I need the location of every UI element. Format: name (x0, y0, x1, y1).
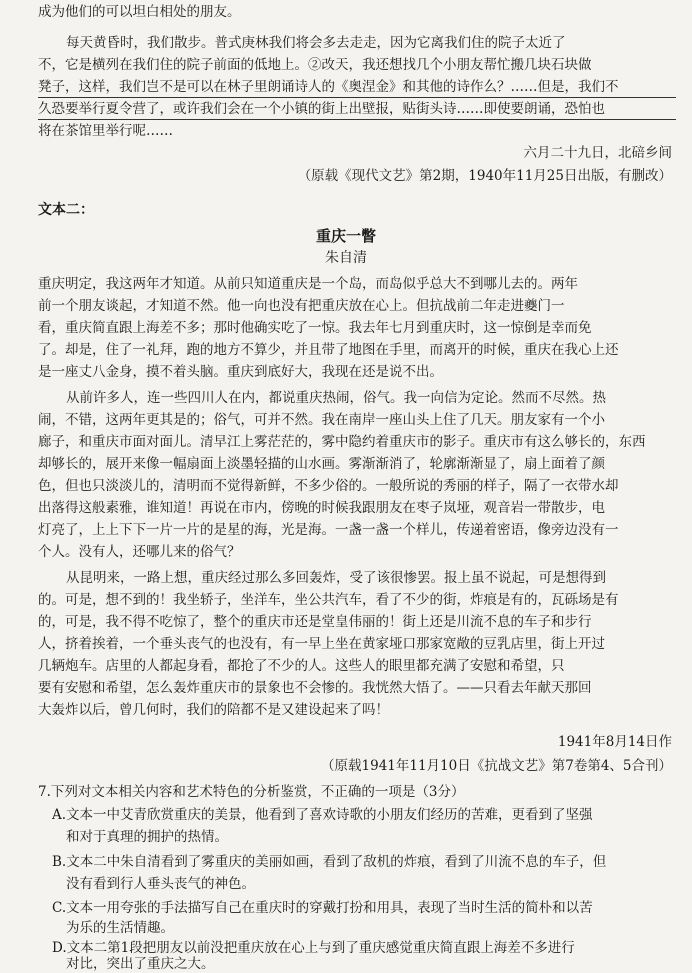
text1-line: 不，它是横列在我们住的院子前面的低地上。②改天，我还想找几个小朋友帮忙搬几块石块做 (38, 57, 592, 73)
q7-option-d-cont: 对比，突出了重庆之大。 (66, 956, 215, 972)
text2-line: 灯亮了，上上下下一片一片的是星的海，光是海。一盏一盏一个样儿，传递着密语，像旁边没有一 (38, 522, 619, 538)
question-7-stem: 7.下列对文本相关内容和艺术特色的分析鉴赏，不正确的一项是（3分） (38, 784, 465, 800)
text2-line: 要有安慰和希望，怎么轰炸重庆市的景象也不会惨的。我恍然大悟了。——只看去年献天那回 (38, 680, 592, 696)
q7-option-c-cont: 为乐的生活情趣。 (66, 920, 174, 936)
q7-option-b-cont: 没有看到行人垂头丧气的神色。 (66, 876, 255, 892)
text1-line: 将在茶馆里举行呢…… (38, 123, 173, 139)
text2-line: 个人。没有人，还哪儿来的俗气？ (38, 544, 241, 560)
article-author: 朱自清 (325, 250, 367, 266)
text1-underlined-line: 久恐要举行夏令营了，或许我们会在一个小镇的街上出壁报，贴街头诗……即使要朗诵，恐怕也 (38, 99, 676, 120)
text2-line: 大轰炸以后，曾几何时，我们的陪都不是又建设起来了吗！ (38, 702, 389, 718)
text2-date: 1941年8月14日作 (557, 734, 672, 750)
text1-line: 成为他们的可以坦白相处的朋友。 (38, 4, 241, 20)
text2-line: 几辆炮车。店里的人都起身看，都抢了不少的人。这些人的眼里都充满了安慰和希望，只 (38, 658, 565, 674)
text2-line: 廊子，和重庆市面对面儿。清早江上雾茫茫的，雾中隐约着重庆市的影子。重庆市有这么够长的，东西 (38, 434, 646, 450)
text2-line: 从昆明来，一路上想，重庆经过那么多回轰炸，受了该很惨罢。报上虽不说起，可是想得到 (66, 570, 606, 586)
q7-option-d: D.文本二第1段把朋友以前没把重庆放在心上与到了重庆感觉重庆简直跟上海差不多进行 (52, 940, 575, 956)
text2-line: 却够长的，展开来像一幅扇面上淡墨轻描的山水画。雾渐渐消了，轮廓渐渐显了，扇上面着了颜 (38, 456, 605, 472)
text2-line: 看，重庆简直跟上海差不多；那时他确实吃了一惊。我去年七月到重庆时，这一惊倒是幸而免 (38, 320, 592, 336)
text2-line: 人，挤着挨着，一个垂头丧气的也没有，有一早上坐在黄家垭口那家宽敞的豆乳店里，街上开过 (38, 636, 605, 652)
text2-line: 的。可是，想不到的！我坐轿子，坐洋车，坐公共汽车，看了不少的街，炸痕是有的，瓦砾场是有 (38, 592, 619, 608)
text2-line: 出落得这般素雅，谁知道！再说在市内，傍晚的时候我跟朋友在枣子岚垭，观音岩一带散步，电 (38, 500, 605, 516)
text2-line: 从前许多人，连一些四川人在内，都说重庆热闹，俗气。我一向信为定论。然而不尽然。热 (66, 390, 606, 406)
q7-option-a-cont: 和对于真理的拥护的热情。 (66, 829, 228, 845)
text2-line: 色，但也只淡淡儿的，清明而不觉得新鲜，不多少俗的。一般所说的秀丽的样子，隔了一衣带水却 (38, 478, 619, 494)
text1-underlined-line: 凳子，这样，我们岂不是可以在林子里朗诵诗人的《奥涅金》和其他的诗作么？……但是，我们不 (38, 77, 676, 98)
text2-line: 了。却是，住了一礼拜，跑的地方不算少，并且带了地图在手里，而离开的时候，重庆在我心上还 (38, 342, 619, 358)
text2-source: （原载1941年11月10日《抗战文艺》第7卷第4、5合刊） (321, 758, 672, 774)
q7-option-a: A.文本一中艾青欣赏重庆的美景，他看到了喜欢诗歌的小朋友们经历的苦难，更看到了坚强 (52, 807, 593, 823)
text1-date: 六月二十九日，北碚乡间 (523, 145, 672, 161)
article-title: 重庆一瞥 (315, 227, 376, 245)
q7-option-c: C.文本一用夸张的手法描写自己在重庆时的穿戴打扮和用具，表现了当时生活的简朴和以苦 (52, 900, 593, 916)
text2-line: 是一座丈八金身，摸不着头脑。重庆到底好大，我现在还是说不出。 (38, 364, 443, 380)
text2-heading: 文本二： (38, 202, 94, 218)
q7-option-b: B.文本二中朱自清看到了雾重庆的美丽如画，看到了敌机的炸痕，看到了川流不息的车子，但 (52, 854, 607, 870)
text2-line: 闹，不错，这两年更其是的；俗气，可并不然。我在南岸一座山头上住了几天。朋友家有一个小 (38, 412, 605, 428)
text2-line: 的，可是，我不得不吃惊了，整个的重庆市还是堂皇伟丽的！街上还是川流不息的车子和步行 (38, 614, 592, 630)
text2-line: 重庆明定，我这两年才知道。从前只知道重庆是一个岛，而岛似乎总大不到哪儿去的。两年 (38, 276, 578, 292)
text1-source: （原载《现代文艺》第2期，1940年11月25日出版，有删改） (297, 168, 672, 184)
text2-line: 前一个朋友谈起，才知道不然。他一向也没有把重庆放在心上。但抗战前二年走进夔门一 (38, 298, 565, 314)
text1-line: 每天黄昏时，我们散步。普式庚林我们将会多去走走，因为它离我们住的院子太近了 (66, 35, 566, 51)
